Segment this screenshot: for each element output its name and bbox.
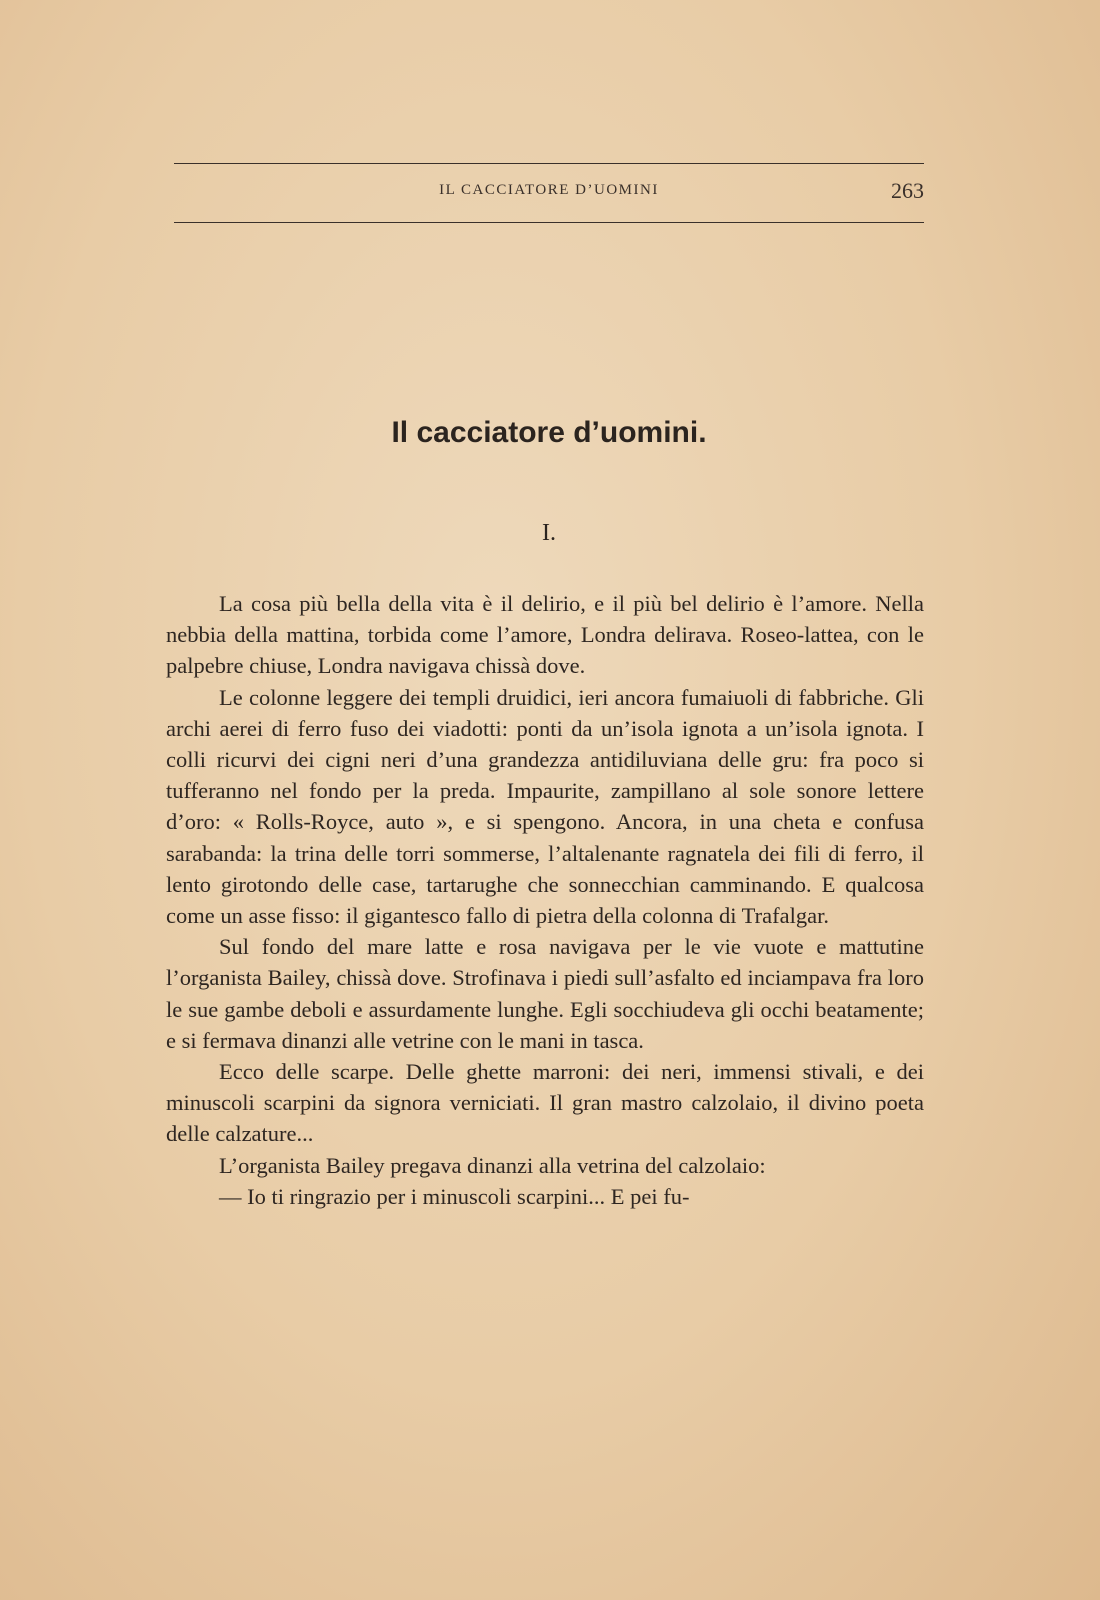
chapter-title: Il cacciatore d’uomini. [391,416,707,449]
running-header [174,178,924,208]
running-title: IL CACCIATORE D’UOMINI [439,182,659,198]
paragraph: — Io ti ringrazio per i minuscoli scarpini... E pei fu- [219,1183,690,1209]
body-text [166,588,924,1212]
section-number: I. [542,520,556,546]
paragraph: La cosa più bella della vita è il delirio, e il più bel delirio è l’amore. Nella nebbia della mattina, torbida come l’amore, Londra delirava. Roseo-lattea, con le palpebre chiuse, Londra navigava chissà dove. [166,591,924,679]
header-rule-top [174,163,924,164]
header-rule-bottom [174,222,924,223]
page-number: 263 [891,178,924,203]
paragraph: Ecco delle scarpe. Delle ghette marroni: dei neri, immensi stivali, e dei minuscoli scarpini da signora verniciati. Il gran mastro calzolaio, il divino poeta delle calzature... [166,1059,924,1147]
paragraph: Sul fondo del mare latte e rosa navigava per le vie vuote e mattutine l’organista Bailey, chissà dove. Strofinava i piedi sull’asfalto ed inciampava fra loro le sue gambe deboli e assurdamente lunghe. Egli socchiudeva gli occhi beatamente; e si fermava dinanzi alle vetrine con le mani in tasca. [166,934,924,1053]
paragraph: L’organista Bailey pregava dinanzi alla vetrina del calzolaio: [219,1152,766,1178]
paragraph: Le colonne leggere dei templi druidici, ieri ancora fumaiuoli di fabbriche. Gli archi aerei di ferro fuso dei viadotti: ponti da un’isola ignota a un’isola ignota. I colli ricurvi dei cigni neri d’una grandezza antidiluviana delle gru: fra poco si tufferanno nel fondo per la preda. Impaurite, zampillano al sole sonore lettere d’oro: « Rolls-Royce, auto », e si spengono. Ancora, in una cheta e confusa sarabanda: la trina delle torri sommerse, l’altalenante ragnatela dei fili di ferro, il lento girotondo delle case, tartarughe che sonnecchian camminando. E qualcosa come un asse fisso: il gigantesco fallo di pietra della colonna di Trafalgar. [166,684,924,929]
